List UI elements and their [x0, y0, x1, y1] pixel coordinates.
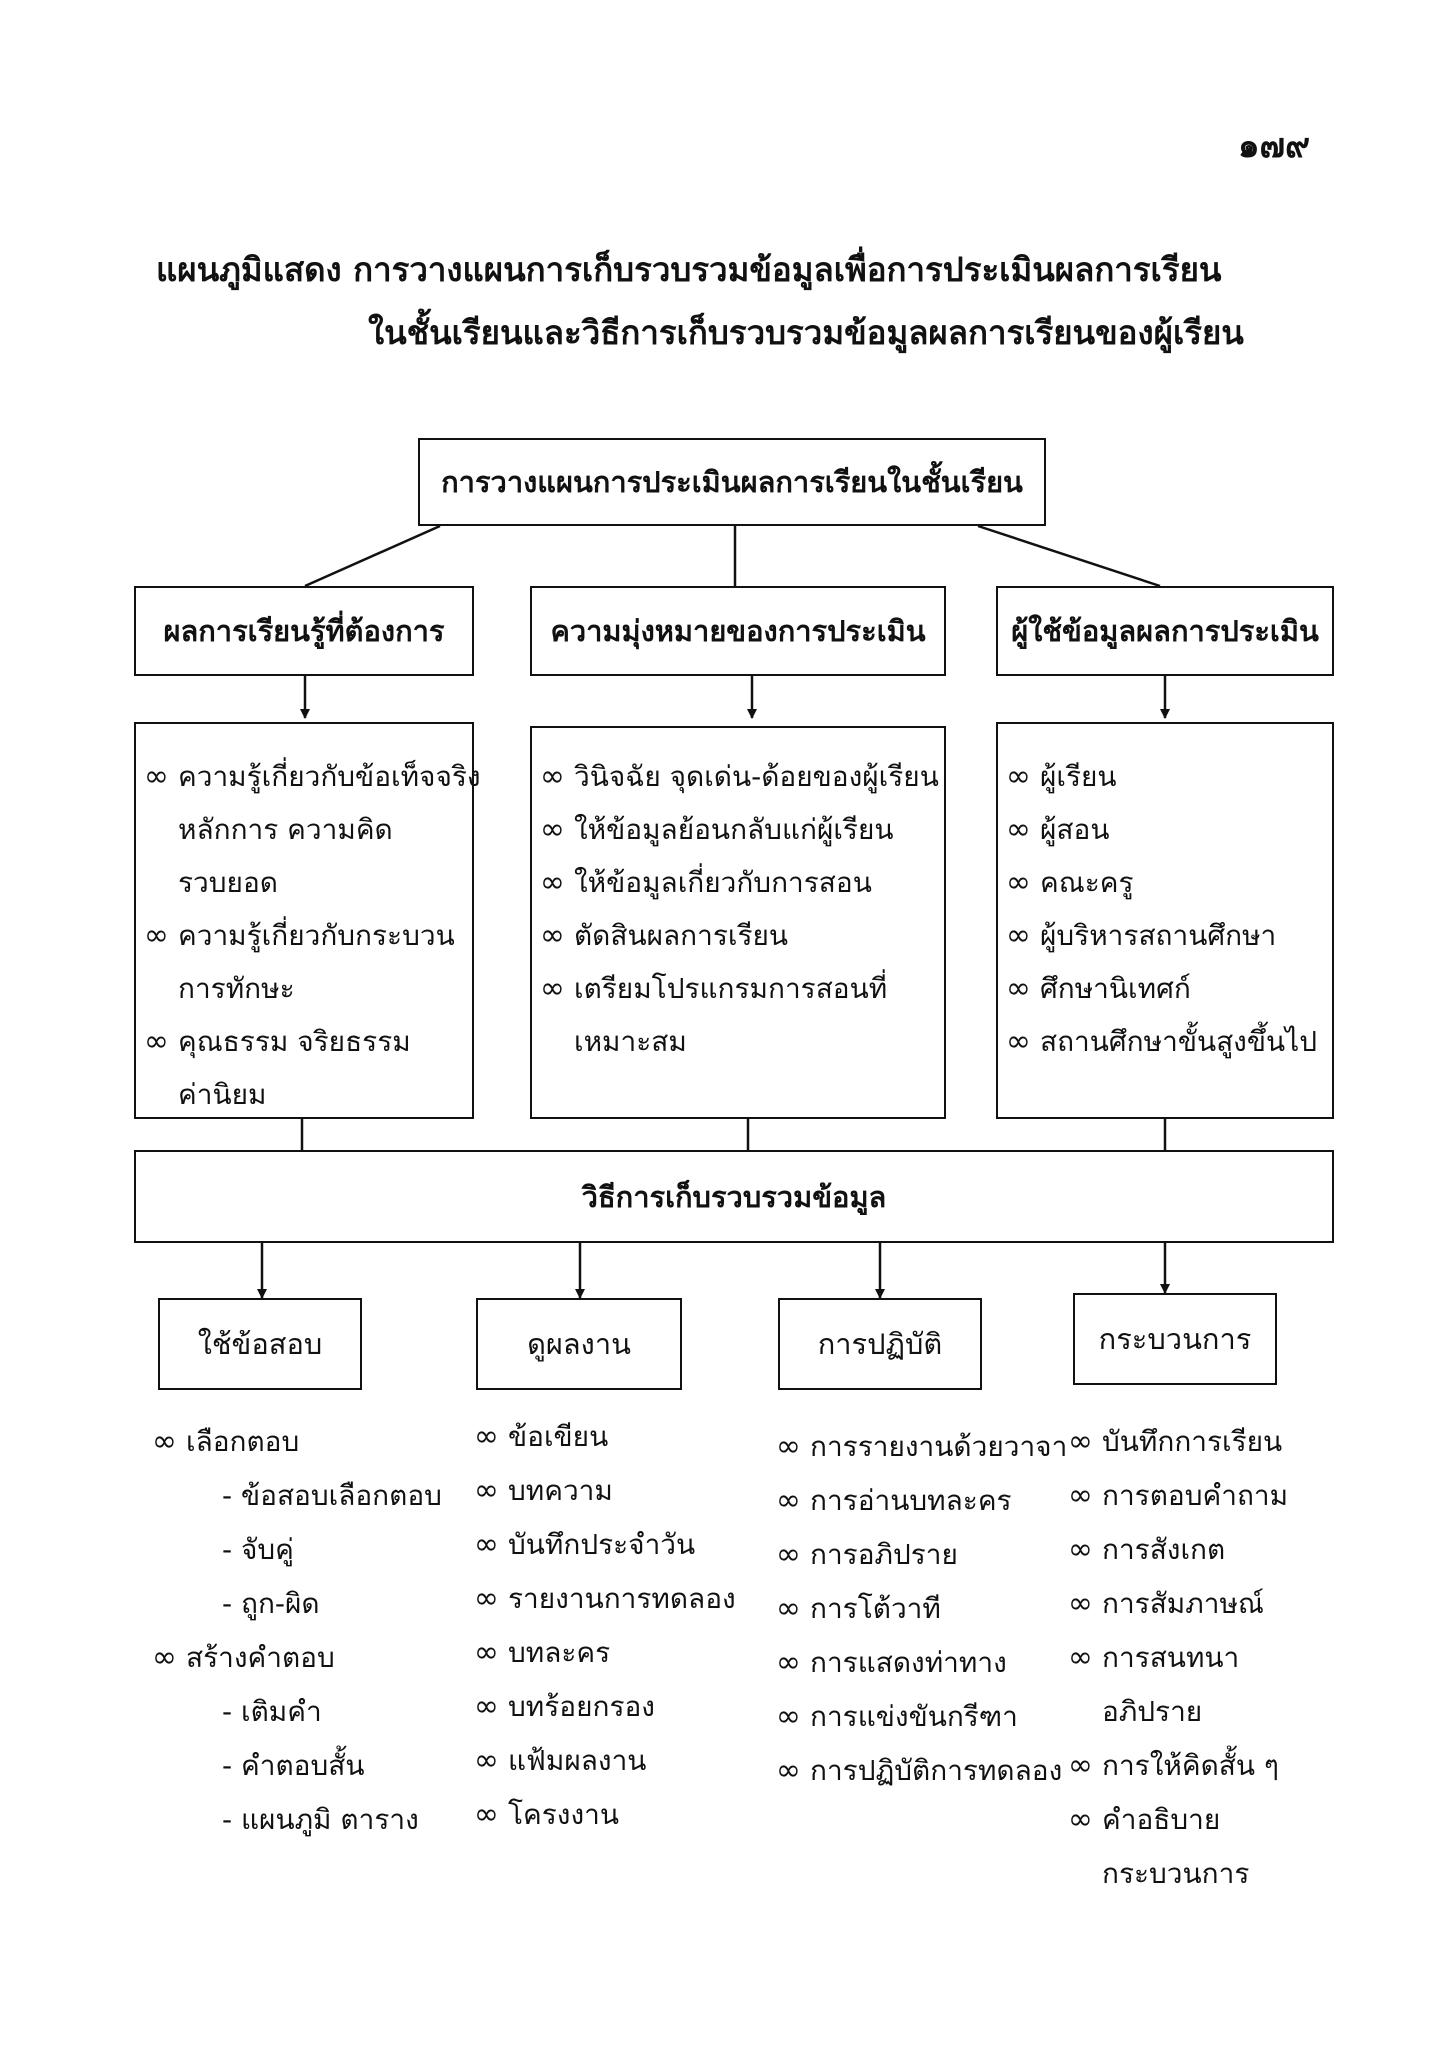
list-item [1068, 1631, 1288, 1685]
list-item [144, 803, 481, 856]
list-item [776, 1528, 1067, 1582]
infinity-bullet-icon: ∞ [1068, 1586, 1093, 1621]
page-number: ๑๗๙ [1237, 126, 1310, 166]
learning-outcomes-box [134, 722, 481, 1119]
list-item-text: ตัดสินผลการเรียน [574, 919, 789, 952]
infinity-bullet-icon: ∞ [144, 918, 169, 953]
list-item [1006, 962, 1317, 1015]
list-item [144, 1015, 481, 1068]
list-item-text: - จับคู่ [222, 1533, 294, 1566]
list-item-text: รายงานการทดลอง [508, 1582, 736, 1615]
infinity-bullet-icon: ∞ [474, 1689, 499, 1724]
list-item-text: อภิปราย [1102, 1695, 1203, 1728]
infinity-bullet-icon: ∞ [474, 1419, 499, 1454]
infinity-bullet-icon: ∞ [474, 1797, 499, 1832]
assessment-purpose-header: ความมุ่งหมายของการประเมิน [530, 586, 946, 676]
connector-root-left [305, 526, 440, 586]
list-item [776, 1636, 1067, 1690]
chart-title-line-1: แผนภูมิแสดง การวางแผนการเก็บรวบรวมข้อมูลเพื่อการประเมินผลการเรียน [156, 250, 1222, 289]
list-item [1006, 1015, 1317, 1068]
list-item-text: เตรียมโปรแกรมการสอนที่ [574, 972, 888, 1005]
list-item-text: คณะครู [1040, 866, 1134, 899]
method-tests-box: ใช้ข้อสอบ [158, 1298, 362, 1390]
infinity-bullet-icon: ∞ [1068, 1532, 1093, 1567]
list-item-text: เลือกตอบ [186, 1425, 300, 1458]
list-item-text: - แผนภูมิ ตาราง [222, 1803, 419, 1836]
list-item [152, 1685, 442, 1739]
list-item [152, 1577, 442, 1631]
list-item [152, 1793, 442, 1847]
method-process-list [1068, 1415, 1288, 1901]
list-item-text: การปฏิบัติการทดลอง [810, 1754, 1063, 1787]
list-item [474, 1464, 736, 1518]
list-item [152, 1415, 442, 1469]
list-item-text: ความรู้เกี่ยวกับกระบวน [178, 919, 455, 952]
list-item-text: หลักการ ความคิด [178, 813, 393, 846]
infinity-bullet-icon: ∞ [1068, 1478, 1093, 1513]
list-item-text: การแข่งขันกรีฑา [810, 1700, 1018, 1733]
list-item-text: - คำตอบสั้น [222, 1749, 365, 1782]
infinity-bullet-icon: ∞ [776, 1699, 801, 1734]
infinity-bullet-icon: ∞ [1006, 918, 1031, 953]
infinity-bullet-icon: ∞ [540, 918, 565, 953]
list-item [474, 1518, 736, 1572]
method-products-list [474, 1410, 736, 1842]
infinity-bullet-icon: ∞ [474, 1581, 499, 1616]
connector-root-right [978, 526, 1160, 586]
infinity-bullet-icon: ∞ [152, 1424, 177, 1459]
list-item [474, 1788, 736, 1842]
infinity-bullet-icon: ∞ [776, 1537, 801, 1572]
method-tests-list [152, 1415, 442, 1847]
assessment-purpose-list [540, 750, 939, 1068]
list-item-text: การให้คิดสั้น ๆ [1102, 1749, 1279, 1782]
list-item [540, 962, 939, 1015]
infinity-bullet-icon: ∞ [1006, 865, 1031, 900]
list-item-text: ให้ข้อมูลย้อนกลับแก่ผู้เรียน [574, 813, 894, 846]
root-planning-box: การวางแผนการประเมินผลการเรียนในชั้นเรียน [418, 438, 1046, 526]
list-item-text: การอภิปราย [810, 1538, 958, 1571]
list-item [144, 962, 481, 1015]
list-item-text: - เติมคำ [222, 1695, 322, 1728]
infinity-bullet-icon: ∞ [540, 971, 565, 1006]
collection-methods-box: วิธีการเก็บรวบรวมข้อมูล [134, 1150, 1334, 1243]
infinity-bullet-icon: ∞ [776, 1483, 801, 1518]
list-item [1068, 1415, 1288, 1469]
list-item-text: ผู้สอน [1040, 813, 1110, 846]
list-item-text: การสัมภาษณ์ [1102, 1587, 1264, 1620]
list-item-text: ความรู้เกี่ยวกับข้อเท็จจริง [178, 760, 481, 793]
list-item-text: บทร้อยกรอง [508, 1690, 655, 1723]
list-item [776, 1474, 1067, 1528]
list-item [540, 750, 939, 803]
list-item [1006, 909, 1317, 962]
data-users-list [1006, 750, 1317, 1068]
list-item [776, 1690, 1067, 1744]
infinity-bullet-icon: ∞ [1006, 971, 1031, 1006]
list-item-text: เหมาะสม [574, 1025, 687, 1058]
list-item [1006, 856, 1317, 909]
list-item [152, 1739, 442, 1793]
list-item [1068, 1847, 1288, 1901]
list-item [474, 1734, 736, 1788]
learning-outcomes-list [144, 750, 481, 1121]
list-item [144, 909, 481, 962]
list-item [1068, 1739, 1288, 1793]
list-item [1006, 803, 1317, 856]
list-item [474, 1680, 736, 1734]
list-item-text: สร้างคำตอบ [186, 1641, 335, 1674]
list-item-text: กระบวนการ [1102, 1857, 1250, 1890]
list-item-text: การโต้วาที [810, 1592, 941, 1625]
list-item-text: รวบยอด [178, 866, 278, 899]
method-performance-box: การปฏิบัติ [778, 1298, 982, 1390]
infinity-bullet-icon: ∞ [1006, 759, 1031, 794]
list-item [776, 1744, 1067, 1798]
infinity-bullet-icon: ∞ [1068, 1640, 1093, 1675]
infinity-bullet-icon: ∞ [540, 759, 565, 794]
list-item [152, 1469, 442, 1523]
list-item-text: แฟ้มผลงาน [508, 1744, 647, 1777]
list-item [1068, 1469, 1288, 1523]
list-item [540, 1015, 939, 1068]
list-item-text: ผู้เรียน [1040, 760, 1117, 793]
list-item-text: บันทึกการเรียน [1102, 1425, 1283, 1458]
infinity-bullet-icon: ∞ [540, 865, 565, 900]
list-item-text: การรายงานด้วยวาจา [810, 1430, 1068, 1463]
list-item-text: สถานศึกษาขั้นสูงขึ้นไป [1040, 1025, 1317, 1058]
method-performance-list [776, 1420, 1067, 1798]
list-item [144, 1068, 481, 1121]
infinity-bullet-icon: ∞ [474, 1527, 499, 1562]
list-item-text: ให้ข้อมูลเกี่ยวกับการสอน [574, 866, 872, 899]
list-item [474, 1410, 736, 1464]
list-item-text: การสังเกต [1102, 1533, 1226, 1566]
list-item [152, 1631, 442, 1685]
infinity-bullet-icon: ∞ [1068, 1424, 1093, 1459]
infinity-bullet-icon: ∞ [776, 1429, 801, 1464]
list-item [776, 1582, 1067, 1636]
list-item-text: บทละคร [508, 1636, 611, 1669]
infinity-bullet-icon: ∞ [776, 1591, 801, 1626]
list-item [776, 1420, 1067, 1474]
list-item [1068, 1793, 1288, 1847]
learning-outcomes-header: ผลการเรียนรู้ที่ต้องการ [134, 586, 474, 676]
list-item-text: การตอบคำถาม [1102, 1479, 1289, 1512]
list-item-text: ศึกษานิเทศก์ [1040, 972, 1191, 1005]
list-item-text: บทความ [508, 1474, 613, 1507]
list-item-text: บันทึกประจำวัน [508, 1528, 696, 1561]
data-users-header: ผู้ใช้ข้อมูลผลการประเมิน [996, 586, 1334, 676]
list-item [540, 909, 939, 962]
list-item-text: คำอธิบาย [1102, 1803, 1221, 1836]
list-item [540, 803, 939, 856]
infinity-bullet-icon: ∞ [474, 1743, 499, 1778]
assessment-purpose-box [530, 726, 946, 1119]
list-item [474, 1572, 736, 1626]
infinity-bullet-icon: ∞ [776, 1645, 801, 1680]
data-users-box [996, 722, 1334, 1119]
list-item [540, 856, 939, 909]
list-item-text: - ถูก-ผิด [222, 1587, 320, 1620]
infinity-bullet-icon: ∞ [474, 1473, 499, 1508]
list-item [1068, 1685, 1288, 1739]
infinity-bullet-icon: ∞ [152, 1640, 177, 1675]
list-item-text: โครงงาน [508, 1798, 620, 1831]
list-item-text: - ข้อสอบเลือกตอบ [222, 1479, 442, 1512]
method-products-box: ดูผลงาน [476, 1298, 682, 1390]
infinity-bullet-icon: ∞ [1006, 1024, 1031, 1059]
infinity-bullet-icon: ∞ [1068, 1748, 1093, 1783]
infinity-bullet-icon: ∞ [1006, 812, 1031, 847]
list-item-text: ค่านิยม [178, 1078, 267, 1111]
infinity-bullet-icon: ∞ [1068, 1802, 1093, 1837]
list-item-text: การสนทนา [1102, 1641, 1240, 1674]
infinity-bullet-icon: ∞ [776, 1753, 801, 1788]
list-item [474, 1626, 736, 1680]
list-item [144, 856, 481, 909]
list-item [1006, 750, 1317, 803]
list-item [152, 1523, 442, 1577]
chart-title-line-2: ในชั้นเรียนและวิธีการเก็บรวบรวมข้อมูลผลการเรียนของผู้เรียน [368, 313, 1244, 352]
list-item-text: คุณธรรม จริยธรรม [178, 1025, 411, 1058]
infinity-bullet-icon: ∞ [540, 812, 565, 847]
list-item-text: การอ่านบทละคร [810, 1484, 1012, 1517]
list-item [1068, 1577, 1288, 1631]
list-item [1068, 1523, 1288, 1577]
list-item-text: การทักษะ [178, 972, 295, 1005]
method-process-box: กระบวนการ [1073, 1293, 1277, 1385]
infinity-bullet-icon: ∞ [474, 1635, 499, 1670]
list-item-text: ข้อเขียน [508, 1420, 609, 1453]
list-item-text: วินิจฉัย จุดเด่น-ด้อยของผู้เรียน [574, 760, 939, 793]
list-item [144, 750, 481, 803]
list-item-text: ผู้บริหารสถานศึกษา [1040, 919, 1277, 952]
infinity-bullet-icon: ∞ [144, 759, 169, 794]
list-item-text: การแสดงท่าทาง [810, 1646, 1007, 1679]
infinity-bullet-icon: ∞ [144, 1024, 169, 1059]
